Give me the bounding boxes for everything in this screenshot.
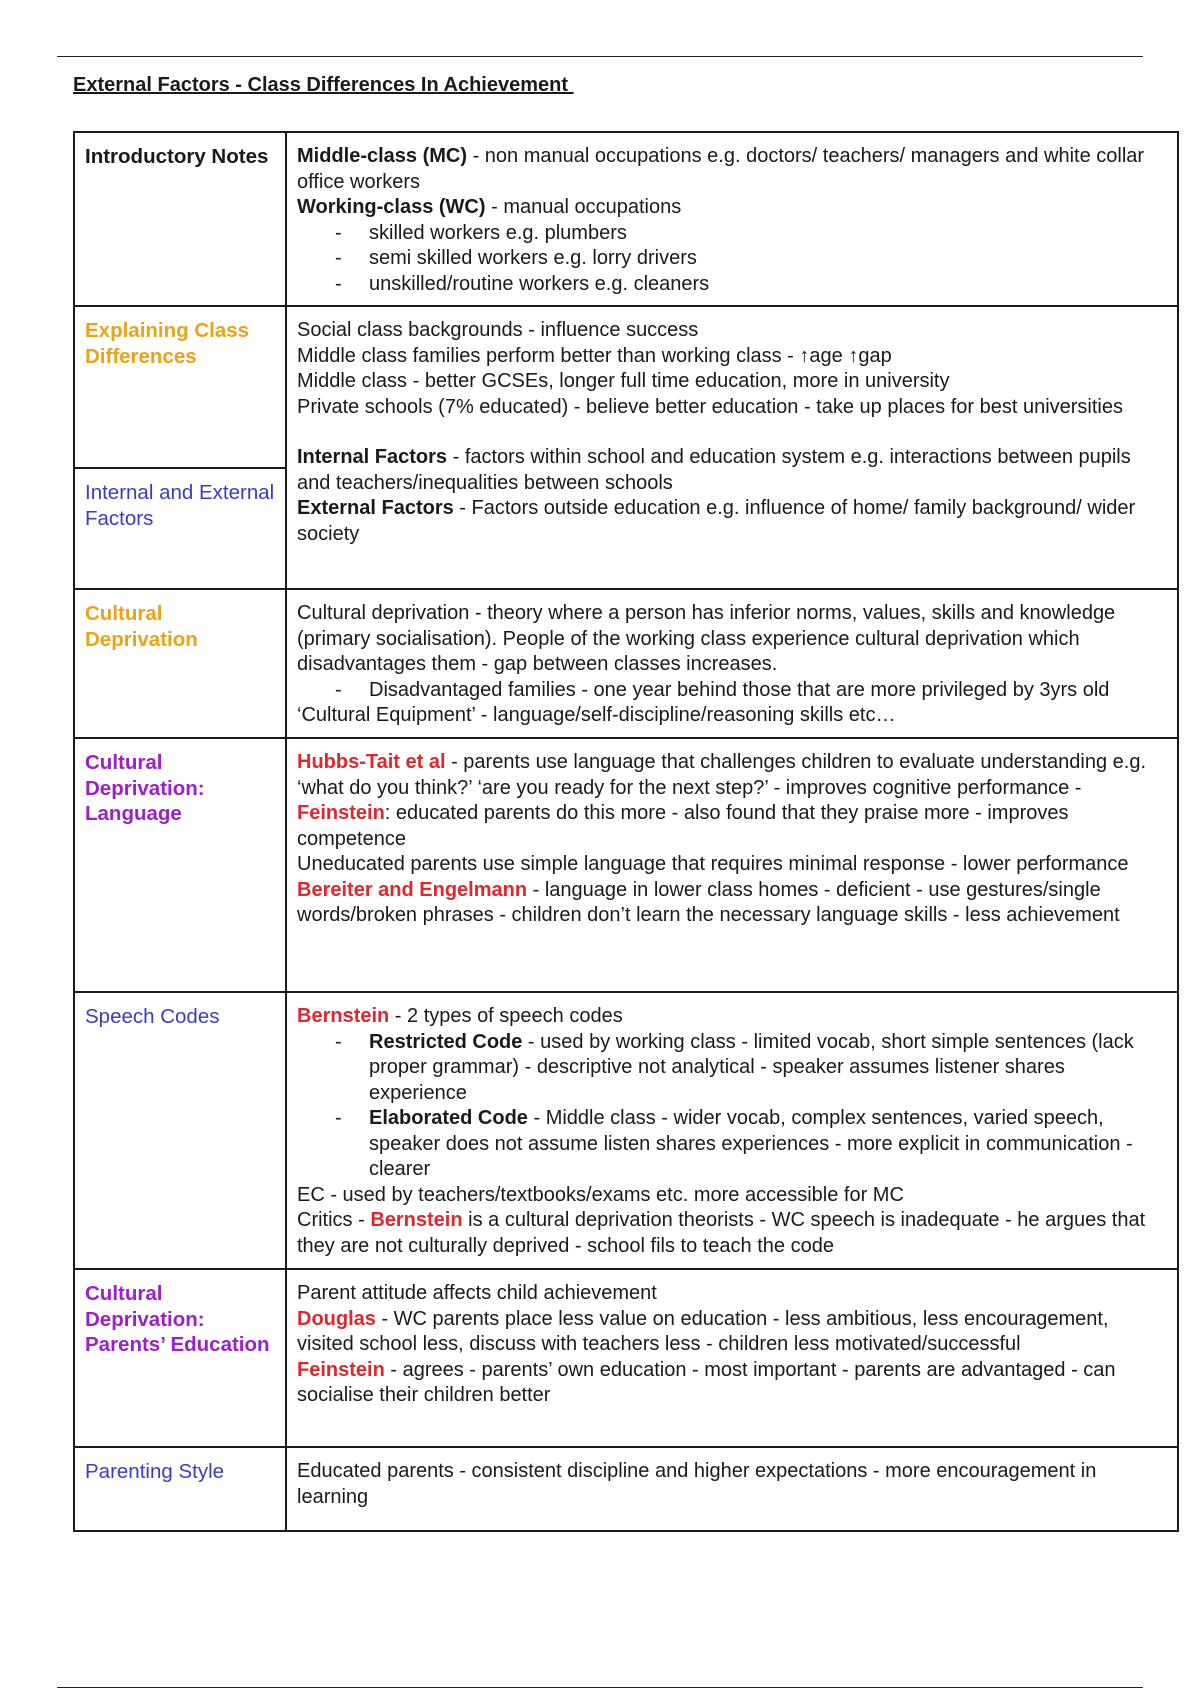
page-title: External Factors - Class Differences In Achievement <box>73 74 574 96</box>
list-item: - semi skilled workers e.g. lorry drivers <box>297 246 1168 272</box>
row-content-speech-codes <box>286 992 1178 1269</box>
paragraph-text: is a cultural deprivation theorists - WC speech is inadequate - he argues that they are not culturally deprived - school fils to teach the code <box>297 1209 1146 1257</box>
top-rule <box>57 56 1143 57</box>
definition-text: - used by working class - limited vocab, short simple sentences (lack proper grammar) - descriptive not analytical - speaker assumes listener shares experience <box>369 1030 1134 1104</box>
row-label-parenting-style: Parenting Style <box>74 1447 286 1531</box>
researcher-name: Feinstein <box>297 802 385 824</box>
list-item <box>297 1030 1168 1107</box>
list-item: - unskilled/routine workers e.g. cleaners <box>297 272 1168 298</box>
researcher-name: Douglas <box>297 1307 376 1330</box>
text-paragraph: Educated parents - consistent discipline and higher expectations - more encouragement in learning <box>297 1460 1097 1508</box>
internal-factors-definition <box>297 445 1168 496</box>
definition-text: - factors within school and education system e.g. interactions between pupils and teachers/inequalities between schools <box>297 446 1131 494</box>
text-paragraph: Cultural deprivation - theory where a person has inferior norms, values, skills and knowledge (primary socialisation). People of the working class experience cultural deprivation which disadvantages them - gap between classes increases. <box>297 602 1116 675</box>
list-item: - Disadvantaged families - one year behind those that are more privileged by 3yrs old <box>297 678 1168 704</box>
table-row <box>74 1447 1178 1531</box>
term-working-class: Working-class (WC) <box>297 196 486 218</box>
row-content-parenting-style <box>286 1447 1178 1531</box>
row-content-introductory-notes <box>286 132 1178 306</box>
text-line: Middle class families perform better than working class - ↑age ↑gap <box>297 344 892 367</box>
term-middle-class: Middle-class (MC) <box>297 145 468 167</box>
text-line: EC - used by teachers/textbooks/exams etc. more accessible for MC <box>297 1183 904 1206</box>
table-row <box>74 589 1178 738</box>
working-class-definition <box>297 195 1168 221</box>
definition-text: - non manual occupations e.g. doctors/ teachers/ managers and white collar office workers <box>297 145 1145 193</box>
row-label-introductory-notes: Introductory Notes <box>74 132 286 306</box>
term-elaborated-code: Elaborated Code <box>369 1107 528 1129</box>
table-row <box>74 1269 1178 1447</box>
notes-table <box>73 131 1179 1532</box>
text-line <box>297 1004 1168 1030</box>
paragraph-text: : educated parents do this more - also found that they praise more - improves competence <box>297 802 1069 850</box>
definition-text: - Middle class - wider vocab, complex sentences, varied speech, speaker does not assume listen shares experiences - more explicit in communication - clearer <box>369 1107 1133 1180</box>
text-line: Middle class - better GCSEs, longer full time education, more in university <box>297 370 950 392</box>
paragraph-text: - 2 types of speech codes <box>389 1005 623 1027</box>
external-factors-definition <box>297 496 1168 547</box>
middle-class-definition <box>297 144 1168 195</box>
definition-text: - Factors outside education e.g. influence of home/ family background/ wider society <box>297 497 1136 545</box>
text-paragraph <box>297 1358 1168 1409</box>
row-label-speech-codes: Speech Codes <box>74 992 286 1269</box>
researcher-name: Hubbs-Tait et al <box>297 751 446 773</box>
bottom-rule <box>57 1687 1143 1688</box>
spacer <box>297 420 1168 445</box>
list-item: - skilled workers e.g. plumbers <box>297 221 1168 247</box>
text-line: Social class backgrounds - influence success <box>297 319 699 341</box>
row-content-language <box>286 738 1178 992</box>
row-label-explaining-class-differences: Explaining Class Differences <box>74 306 286 468</box>
definition-text: - manual occupations <box>485 196 682 218</box>
text-paragraph <box>297 878 1168 929</box>
text-line: Parent attitude affects child achievement <box>297 1282 657 1304</box>
paragraph-text: - agrees - parents’ own education - most important - parents are advantaged - can socialise their children better <box>297 1358 1116 1406</box>
researcher-name: Bernstein <box>370 1209 463 1231</box>
text-paragraph <box>297 1307 1168 1358</box>
paragraph-text: Critics - <box>297 1209 371 1231</box>
row-label-cultural-deprivation: Cultural Deprivation <box>74 589 286 738</box>
term-restricted-code: Restricted Code <box>369 1030 523 1053</box>
table-row <box>74 306 1178 468</box>
table-row <box>74 992 1178 1269</box>
table-row <box>74 132 1178 306</box>
term-internal-factors: Internal Factors <box>297 446 448 468</box>
term-external-factors: External Factors <box>297 497 454 519</box>
text-paragraph <box>297 1208 1168 1259</box>
row-label-cultural-deprivation-language: Cultural Deprivation: Language <box>74 738 286 992</box>
researcher-name: Bereiter and Engelmann <box>297 878 528 901</box>
paragraph-text: - language in lower class homes - deficient - use gestures/single words/broken phrases - children don’t learn the necessary language skills - less achievement <box>297 878 1120 926</box>
paragraph-text: - WC parents place less value on education - less ambitious, less encouragement, visited school less, discuss with teachers less - children less motivated/successful <box>297 1307 1109 1355</box>
researcher-name: Feinstein <box>297 1358 385 1381</box>
text-line: Private schools (7% educated) - believe better education - take up places for best universities <box>297 395 1123 418</box>
paragraph-text: - parents use language that challenges children to evaluate understanding e.g. ‘what do you think?’ ‘are you ready for the next step?’ - improves cognitive performance - <box>297 751 1147 799</box>
row-content-cultural-deprivation <box>286 589 1178 738</box>
row-content-explaining-and-factors <box>286 306 1178 589</box>
row-content-parents-education <box>286 1269 1178 1447</box>
text-paragraph: Uneducated parents use simple language that requires minimal response - lower performance <box>297 853 1129 875</box>
text-line: ‘Cultural Equipment’ - language/self-discipline/reasoning skills etc… <box>297 704 896 726</box>
text-paragraph <box>297 750 1168 852</box>
row-label-parents-education: Cultural Deprivation: Parents’ Education <box>74 1269 286 1447</box>
list-item <box>297 1106 1168 1183</box>
researcher-name: Bernstein <box>297 1005 390 1027</box>
table-row <box>74 738 1178 992</box>
row-label-internal-external-factors: Internal and External Factors <box>74 468 286 589</box>
